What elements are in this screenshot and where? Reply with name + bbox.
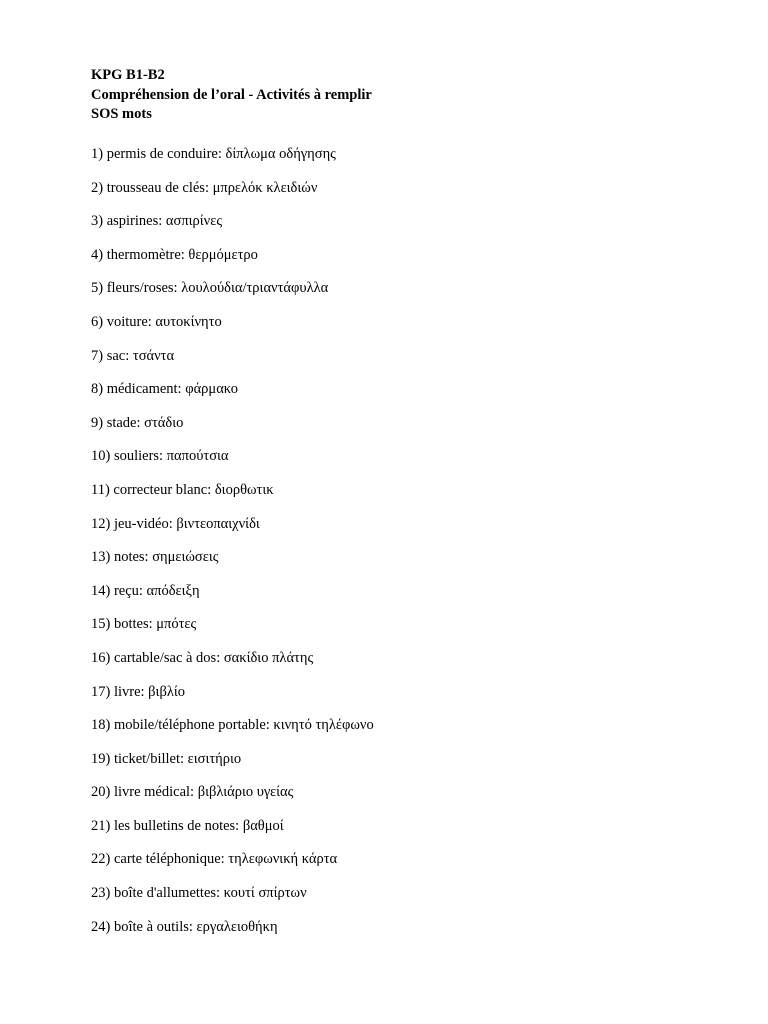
vocabulary-item: 21) les bulletins de notes: βαθμοί: [91, 817, 284, 834]
vocabulary-item: 13) notes: σημειώσεις: [91, 549, 219, 566]
vocabulary-list: [91, 145, 374, 951]
vocabulary-item: 4) thermomètre: θερμόμετρο: [91, 246, 258, 263]
vocabulary-item: 6) voiture: αυτοκίνητο: [91, 313, 222, 330]
vocabulary-item: 17) livre: βιβλίο: [91, 683, 186, 700]
vocabulary-item: 23) boîte d'allumettes: κουτί σπίρτων: [91, 885, 307, 902]
document-header: [91, 66, 372, 125]
vocabulary-item: 2) trousseau de clés: μπρελόκ κλειδιών: [91, 179, 318, 196]
course-title: KPG B1-B2: [91, 67, 165, 83]
activity-title: Compréhension de l’oral - Activités à remplir: [91, 86, 372, 103]
vocabulary-item: 12) jeu-vidéo: βιντεοπαιχνίδι: [91, 515, 260, 532]
vocabulary-item: 19) ticket/billet: εισιτήριο: [91, 750, 242, 767]
vocabulary-item: 5) fleurs/roses: λουλούδια/τριαντάφυλλα: [91, 280, 329, 297]
vocabulary-item: 24) boîte à outils: εργαλειοθήκη: [91, 918, 278, 935]
vocabulary-item: 10) souliers: παπούτσια: [91, 448, 229, 465]
vocabulary-item: 14) reçu: απόδειξη: [91, 582, 200, 599]
vocabulary-item: 9) stade: στάδιο: [91, 414, 184, 431]
vocabulary-item: 8) médicament: φάρμακο: [91, 381, 239, 398]
vocabulary-item: 1) permis de conduire: δίπλωμα οδήγησης: [91, 146, 336, 162]
vocabulary-item: 15) bottes: μπότες: [91, 616, 197, 633]
vocabulary-item: 16) cartable/sac à dos: σακίδιο πλάτης: [91, 649, 314, 666]
vocabulary-item: 18) mobile/téléphone portable: κινητό τηλέφωνο: [91, 717, 374, 734]
vocabulary-item: 11) correcteur blanc: διορθωτικ: [91, 481, 274, 498]
vocabulary-item: 3) aspirines: ασπιρίνες: [91, 213, 223, 230]
vocabulary-item: 22) carte téléphonique: τηλεφωνική κάρτα: [91, 851, 338, 868]
vocabulary-item: 20) livre médical: βιβλιάριο υγείας: [91, 784, 294, 801]
section-title: SOS mots: [91, 106, 152, 122]
vocabulary-item: 7) sac: τσάντα: [91, 347, 175, 364]
